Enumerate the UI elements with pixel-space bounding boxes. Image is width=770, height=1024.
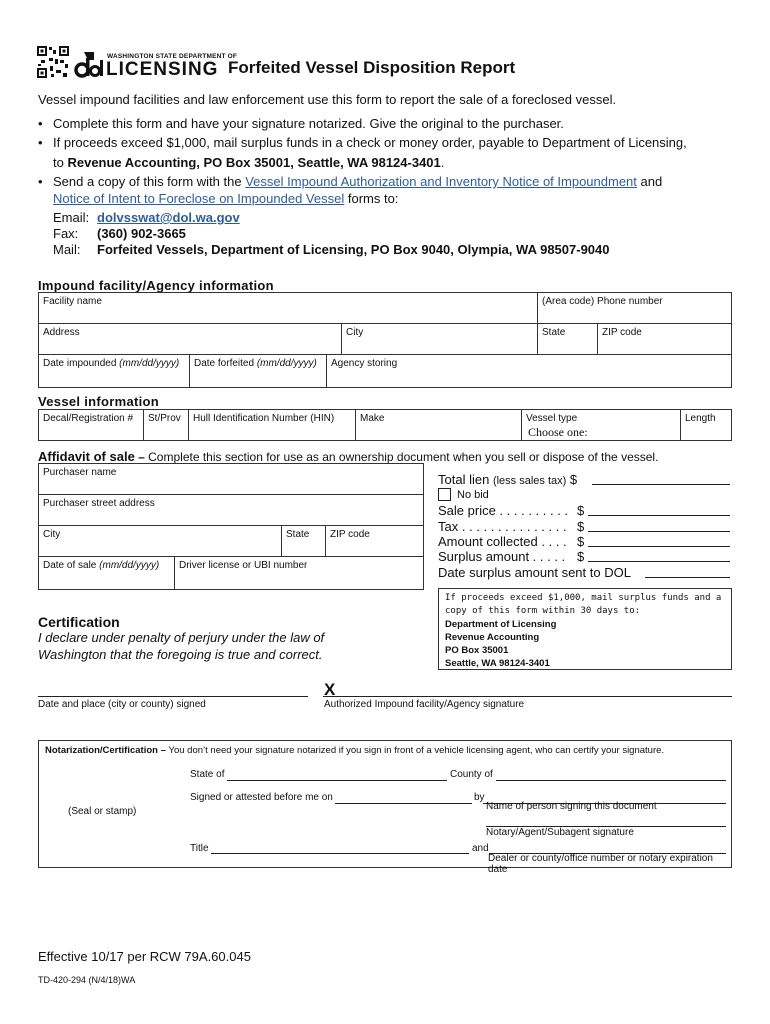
date-impounded-field[interactable] [38, 354, 190, 388]
impound-zip-field[interactable] [597, 323, 732, 355]
bullet-3-post: forms to: [344, 191, 399, 206]
date-forfeited-label: Date forfeited [194, 358, 257, 369]
surplus-amount-dollar: $ [577, 549, 585, 564]
affidavit-dash: – [134, 450, 149, 464]
intro-lead: Vessel impound facilities and law enforcement use this form to report the sale of a foreclosed vessel. [38, 92, 617, 107]
signature-line[interactable] [323, 696, 732, 697]
state-of-line[interactable] [227, 780, 447, 781]
bullet-2-post: . [440, 155, 445, 170]
state-of-label: State of [190, 769, 225, 780]
bullet-3-cont [53, 191, 398, 206]
and-label: and [472, 843, 489, 854]
mail-value: Forfeited Vessels, Department of Licensing, PO Box 9040, Olympia, WA 98507-9040 [97, 242, 610, 257]
facility-name-label: Facility name [43, 296, 102, 307]
bullet-1: • Complete this form and have your signature notarized. Give the original to the purchaser. [38, 116, 564, 131]
email-label: Email: [53, 210, 90, 225]
bullet-3: • Send a copy of this form with the Vessel Impound Authorization and Inventory Notice of Impoundment and [38, 174, 663, 189]
notary-desc: You don’t need your signature notarized if you sign in front of a vehicle licensing agent, who can certify your signature. [168, 745, 665, 756]
purchaser-zip-field[interactable] [325, 525, 424, 557]
address-field[interactable] [38, 323, 342, 355]
date-impounded-label: Date impounded [43, 358, 120, 369]
mail-label: Mail: [53, 242, 81, 257]
tax-label: Tax . . . . . . . . . . . . . . . [438, 519, 567, 534]
vessel-type-field [521, 409, 681, 441]
date-surplus-line[interactable] [645, 577, 730, 578]
date-surplus-label: Date surplus amount sent to DOL [438, 565, 631, 580]
impound-state-label: State [542, 327, 566, 338]
notary-heading-line [45, 745, 664, 756]
title-line[interactable] [211, 853, 469, 854]
seal-stamp-label: (Seal or stamp) [68, 806, 137, 817]
proceeds-box [438, 588, 732, 670]
driver-license-field[interactable] [174, 556, 424, 590]
stprov-label: St/Prov [148, 413, 181, 424]
notary-heading: Notarization/Certification [45, 745, 158, 756]
dol-logo [74, 48, 104, 78]
county-of-line[interactable] [496, 780, 726, 781]
decal-field[interactable] [38, 409, 144, 441]
sale-price-label: Sale price . . . . . . . . . . [438, 503, 569, 518]
amount-collected-label: Amount collected . . . . [438, 534, 567, 549]
phone-field[interactable] [537, 292, 732, 324]
x-mark: X [324, 680, 336, 699]
proceeds-line3: Department of Licensing [445, 619, 557, 630]
bullet-1-text: Complete this form and have your signature notarized. Give the original to the purchaser. [53, 116, 564, 131]
surplus-amount-line[interactable] [588, 561, 730, 562]
purchaser-street-field[interactable] [38, 494, 424, 526]
vessel-type-select[interactable]: Choose one: [528, 425, 588, 439]
effective-date: Effective 10/17 per RCW 79A.60.045 [38, 949, 251, 964]
date-of-sale-field[interactable] [38, 556, 175, 590]
date-impounded-format: (mm/dd/yyyy) [119, 358, 180, 369]
agency-storing-label: Agency storing [331, 358, 398, 369]
signed-before-line[interactable] [335, 803, 472, 804]
sale-price-dollar: $ [577, 503, 585, 518]
vessel-heading: Vessel information [38, 394, 159, 409]
bullet-2-cont [53, 155, 444, 170]
address-label: Address [43, 327, 80, 338]
bullet-3-and: and [636, 174, 663, 189]
sale-price-line[interactable] [588, 515, 730, 516]
notice-foreclose-link[interactable]: Notice of Intent to Foreclose on Impounded Vessel [53, 191, 345, 206]
signed-before-label: Signed or attested before me on [190, 792, 333, 803]
hin-field[interactable] [188, 409, 356, 441]
impound-city-field[interactable] [341, 323, 538, 355]
purchaser-name-field[interactable] [38, 463, 424, 495]
phone-label: (Area code) Phone number [542, 296, 663, 307]
bullet-2: • If proceeds exceed $1,000, mail surplus funds in a check or money order, payable to Department of Licensing, [38, 135, 687, 150]
email-link[interactable]: dolvsswat@dol.wa.gov [97, 210, 240, 225]
make-label: Make [360, 413, 385, 424]
county-of-label: County of [450, 769, 493, 780]
proceeds-line6: Seattle, WA 98124-3401 [445, 658, 550, 669]
impound-heading: Impound facility/Agency information [38, 278, 274, 293]
date-place-label: Date and place (city or county) signed [38, 699, 206, 710]
vessel-impound-link[interactable]: Vessel Impound Authorization and Inventory Notice of Impoundment [245, 174, 637, 189]
bullet-2-pre: to [53, 155, 68, 170]
tax-dollar: $ [577, 519, 585, 534]
date-place-line[interactable] [38, 696, 308, 697]
purchaser-zip-label: ZIP code [330, 529, 370, 540]
surplus-amount-label: Surplus amount . . . . . [438, 549, 566, 564]
proceeds-line5: PO Box 35001 [445, 645, 509, 656]
title-label: Title [190, 843, 209, 854]
purchaser-state-field[interactable] [281, 525, 326, 557]
date-forfeited-format: (mm/dd/yyyy) [256, 358, 317, 369]
agency-top-text: WASHINGTON STATE DEPARTMENT OF [107, 53, 238, 60]
bullet-2-text: If proceeds exceed $1,000, mail surplus funds in a check or money order, payable to Department of Licensing, [53, 135, 687, 150]
affidavit-heading: Affidavit of sale [38, 449, 135, 464]
less-tax-label: (less sales tax) [492, 475, 567, 487]
vessel-type-label: Vessel type [526, 413, 578, 424]
name-person-label: Name of person signing this document [486, 801, 657, 812]
impound-state-field[interactable] [537, 323, 598, 355]
amount-collected-dollar: $ [577, 534, 585, 549]
hin-label: Hull Identification Number (HIN) [193, 413, 335, 424]
decal-label: Decal/Registration # [43, 413, 134, 424]
proceeds-line4: Revenue Accounting [445, 632, 540, 643]
date-of-sale-format: (mm/dd/yyyy) [99, 560, 160, 571]
agency-storing-field[interactable] [326, 354, 732, 388]
total-lien-line[interactable] [592, 484, 730, 485]
facility-name-field[interactable] [38, 292, 538, 324]
proceeds-line1: If proceeds exceed $1,000, mail surplus funds and a [445, 593, 722, 603]
purchaser-name-label: Purchaser name [43, 467, 117, 478]
proceeds-line2: copy of this form within 30 days to: [445, 606, 641, 616]
page-title: Forfeited Vessel Disposition Report [228, 58, 516, 77]
fax-label: Fax: [53, 226, 79, 241]
affidavit-heading-line [38, 449, 658, 464]
form-id: TD-420-294 (N/4/18)WA [38, 975, 136, 985]
total-lien-row [438, 472, 577, 487]
driver-license-label: Driver license or UBI number [179, 560, 308, 571]
fax-value: (360) 902-3665 [97, 226, 186, 241]
purchaser-city-label: City [43, 529, 61, 540]
certification-text-1: I declare under penalty of perjury under the law of [38, 630, 325, 645]
dealer-label: Dealer or county/office number or notary expiration date [488, 853, 713, 875]
purchaser-street-label: Purchaser street address [43, 498, 155, 509]
length-field[interactable] [680, 409, 732, 441]
notary-signature-label: Notary/Agent/Subagent signature [486, 827, 634, 838]
tax-line[interactable] [588, 531, 730, 532]
revenue-accounting-address: Revenue Accounting, PO Box 35001, Seattle, WA 98124-3401 [67, 155, 441, 170]
impound-zip-label: ZIP code [602, 327, 642, 338]
impound-city-label: City [346, 327, 364, 338]
notary-box [38, 740, 732, 875]
total-lien-dollar: $ [569, 472, 578, 487]
bullet-3-pre: Send a copy of this form with the [53, 174, 246, 189]
certification-heading: Certification [38, 614, 120, 630]
date-forfeited-field[interactable] [189, 354, 327, 388]
no-bid-label: No bid [457, 489, 489, 501]
no-bid-checkbox[interactable] [438, 488, 451, 501]
make-field[interactable] [355, 409, 522, 441]
qr-code-icon [37, 46, 69, 78]
length-label: Length [685, 413, 716, 424]
total-lien-label: Total lien [438, 472, 490, 487]
notary-dash: – [157, 745, 169, 756]
purchaser-state-label: State [286, 529, 310, 540]
amount-collected-line[interactable] [588, 546, 730, 547]
purchaser-city-field[interactable] [38, 525, 282, 557]
agency-main-text: LICENSING [106, 59, 219, 80]
date-of-sale-label: Date of sale [43, 560, 100, 571]
authorized-signature-label: Authorized Impound facility/Agency signature [324, 699, 525, 710]
certification-text-2: Washington that the foregoing is true and correct. [38, 647, 323, 662]
by-label: by [474, 792, 485, 803]
stprov-field[interactable] [143, 409, 189, 441]
affidavit-desc: Complete this section for use as an ownership document when you sell or dispose of the vessel. [148, 450, 659, 464]
